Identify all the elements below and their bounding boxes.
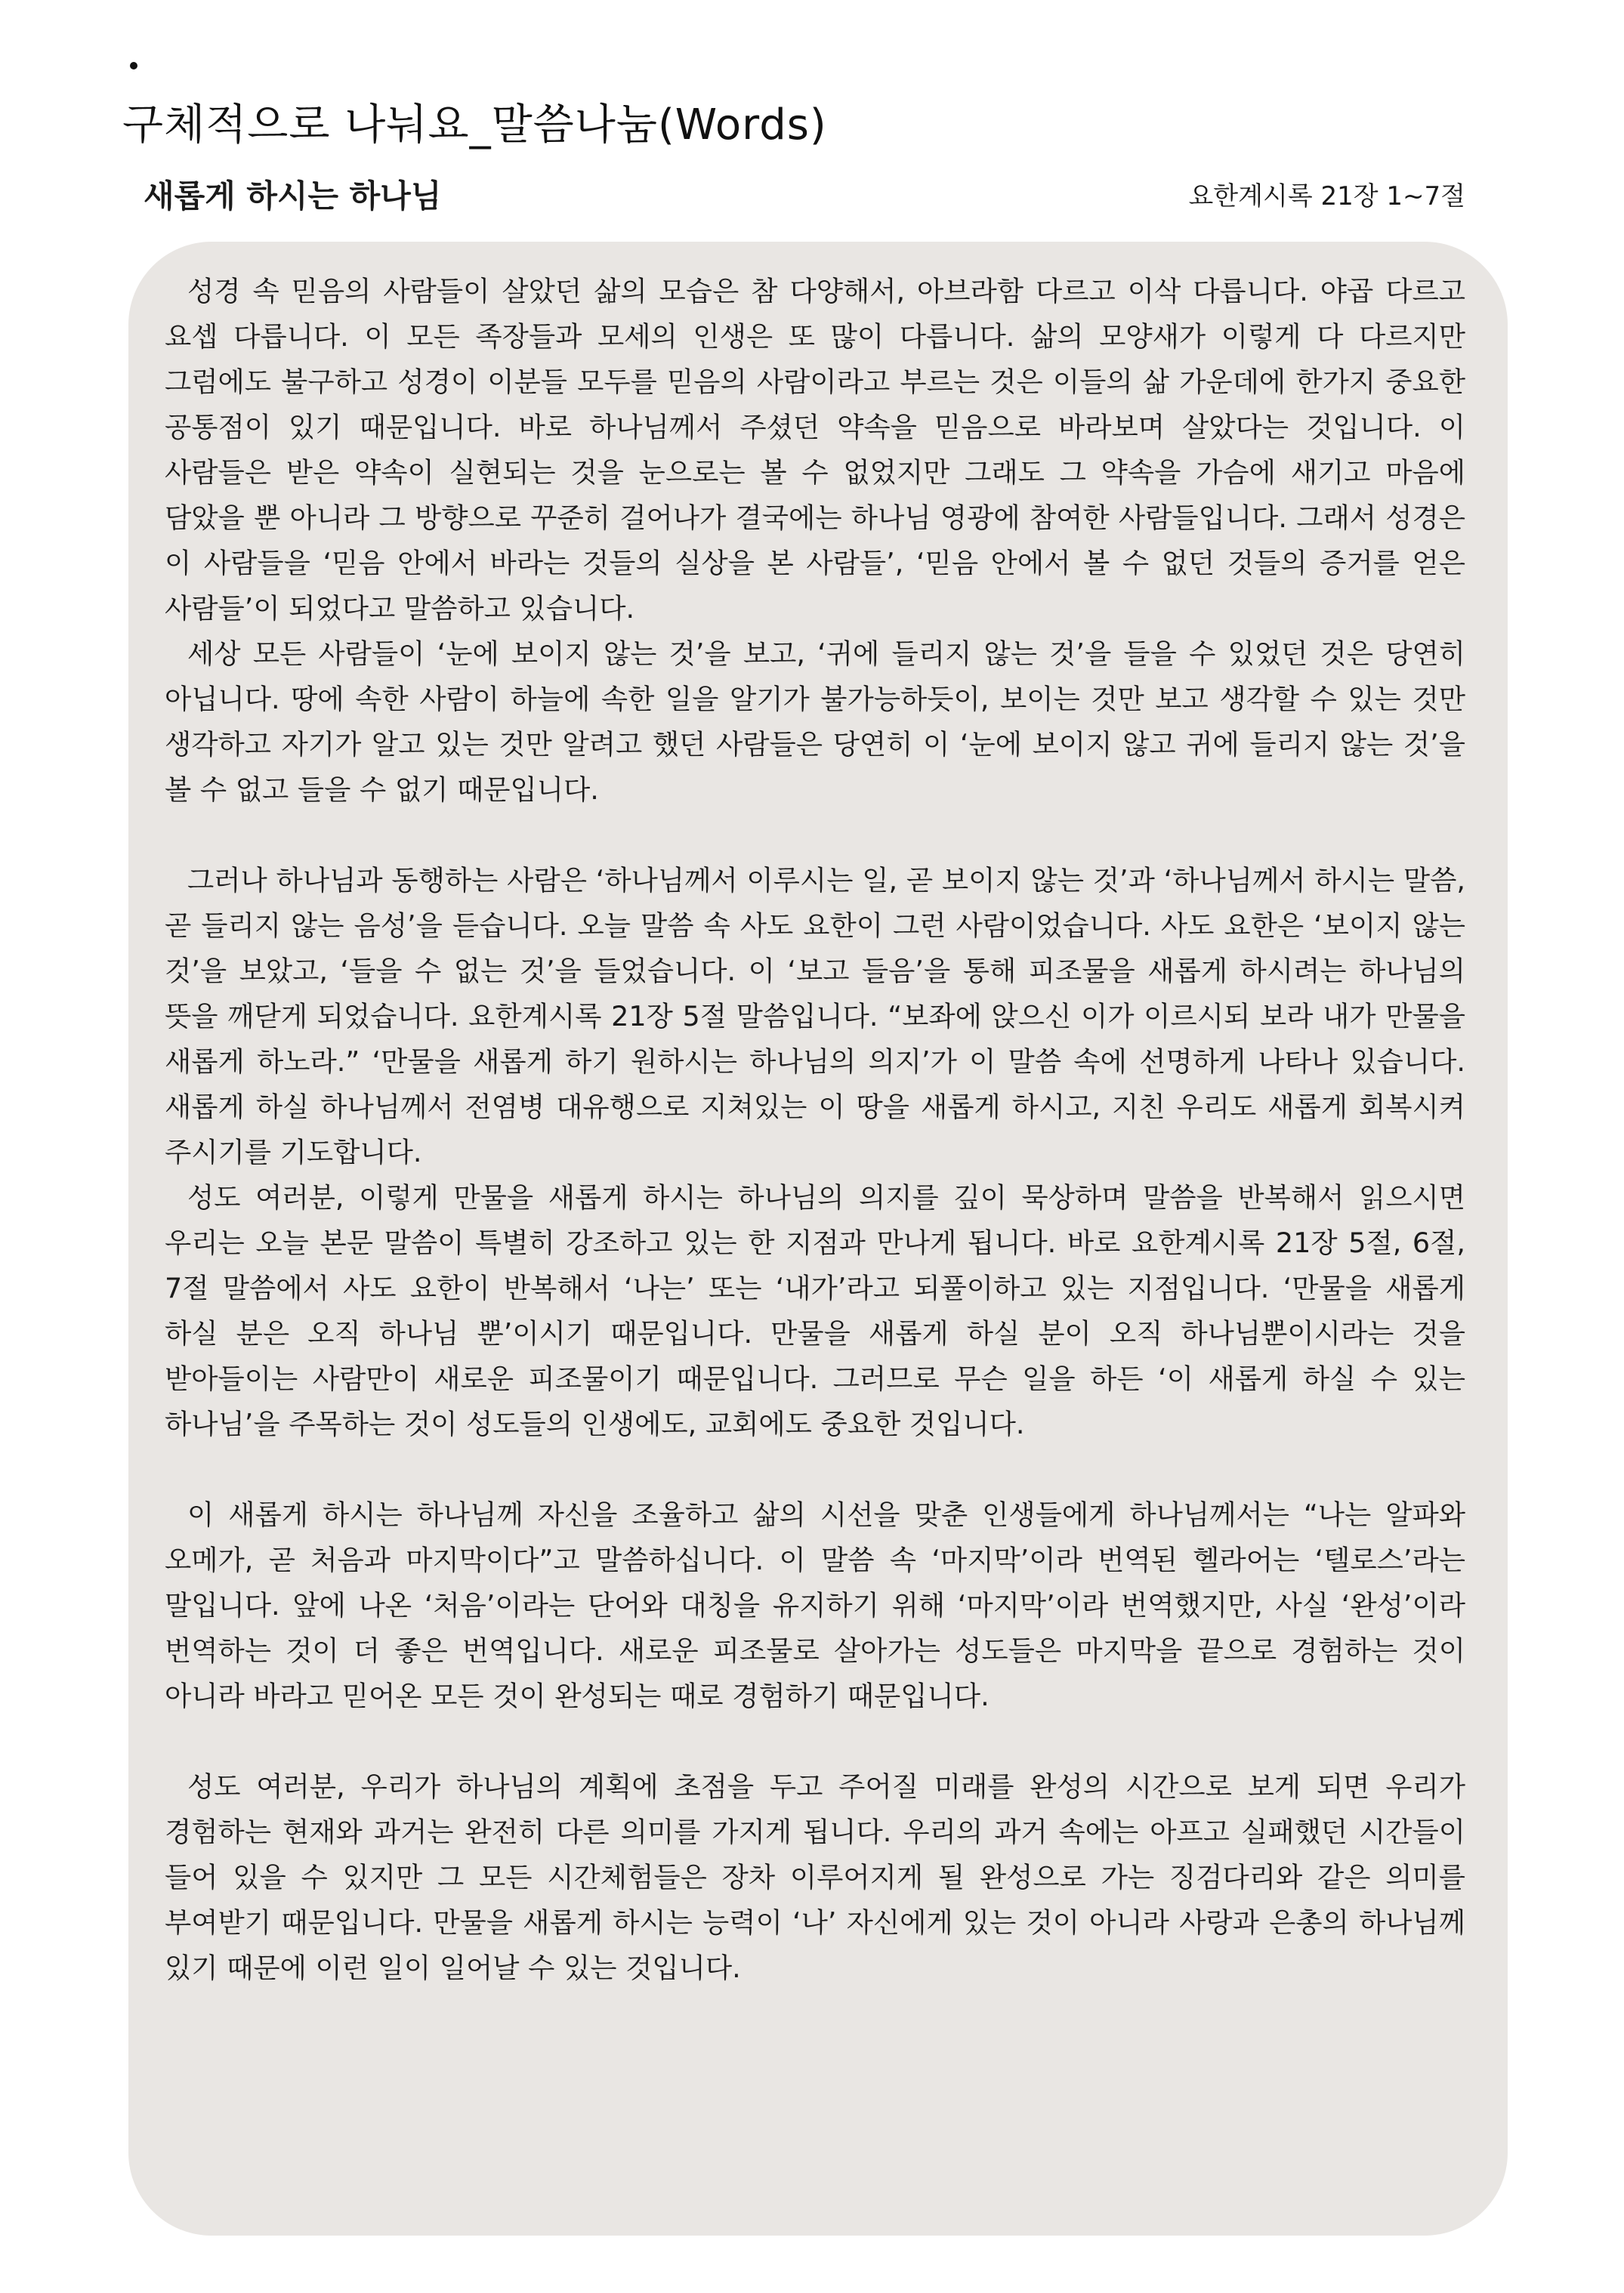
header-dot-mark xyxy=(130,62,137,69)
paragraph-3: 그러나 하나님과 동행하는 사람은 ‘하나님께서 이루시는 일, 곧 보이지 않는 것’과 ‘하나님께서 하시는 말씀, 곧 들리지 않는 음성’을 듣습니다. 오늘 말씀 속 사도 요한이 그런 사람이었습니다. 사도 요한은 ‘보이지 않는 것’을 보았고, ‘들을 수 없는 것’을 들었습니다. 이 ‘보고 들음’을 통해 피조물을 새롭게 하시려는 하나님의 뜻을 깨닫게 되었습니다. 요한계시록 21장 5절 말씀입니다. “보좌에 앉으신 이가 이르시되 보라 내가 만물을 새롭게 하노라.” ‘만물을 새롭게 하기 원하시는 하나님의 의지’가 이 말씀 속에 선명하게 나타나 있습니다. 새롭게 하실 하나님께서 전염병 대유행으로 지쳐있는 이 땅을 새롭게 하시고, 지친 우리도 새롭게 회복시켜 주시기를 기도합니다. xyxy=(165,864,1465,1168)
scripture-reference: 요한계시록 21장 1~7절 xyxy=(1188,181,1465,211)
paragraph-6: 성도 여러분, 우리가 하나님의 계획에 초점을 두고 주어질 미래를 완성의 시간으로 보게 되면 우리가 경험하는 현재와 과거는 완전히 다른 의미를 가지게 됩니다. 우리의 과거 속에는 아프고 실패했던 시간들이 들어 있을 수 있지만 그 모든 시간체험들은 장차 이루어지게 될 완성으로 가는 징검다리와 같은 의미를 부여받기 때문입니다. 만물을 새롭게 하시는 능력이 ‘나’ 자신에게 있는 것이 아니라 사랑과 은총의 하나님께 있기 때문에 이런 일이 일어날 수 있는 것입니다. xyxy=(165,1770,1465,1984)
page-header-title xyxy=(122,97,827,154)
header-title-text: 구체적으로 나눠요_말씀나눔(Words) xyxy=(122,100,827,150)
sermon-title: 새롭게 하시는 하나님 xyxy=(144,177,442,214)
paragraph-4: 성도 여러분, 이렇게 만물을 새롭게 하시는 하나님의 의지를 깊이 묵상하며 말씀을 반복해서 읽으시면 우리는 오늘 본문 말씀이 특별히 강조하고 있는 한 지점과 만나게 됩니다. 바로 요한계시록 21장 5절, 6절, 7절 말씀에서 사도 요한이 반복해서 ‘나는’ 또는 ‘내가’라고 되풀이하고 있는 지점입니다. ‘만물을 새롭게 하실 분은 오직 하나님 뿐’이시기 때문입니다. 만물을 새롭게 하실 분이 오직 하나님뿐이시라는 것을 받아들이는 사람만이 새로운 피조물이기 때문입니다. 그러므로 무슨 일을 하든 ‘이 새롭게 하실 수 있는 하나님’을 주목하는 것이 성도들의 인생에도, 교회에도 중요한 것입니다. xyxy=(165,1181,1465,1440)
paragraph-2: 세상 모든 사람들이 ‘눈에 보이지 않는 것’을 보고, ‘귀에 들리지 않는 것’을 들을 수 있었던 것은 당연히 아닙니다. 땅에 속한 사람이 하늘에 속한 일을 알기가 불가능하듯이, 보이는 것만 보고 생각할 수 있는 것만 생각하고 자기가 알고 있는 것만 알려고 했던 사람들은 당연히 이 ‘눈에 보이지 않고 귀에 들리지 않는 것’을 볼 수 없고 들을 수 없기 때문입니다. xyxy=(165,637,1465,806)
sermon-body-box xyxy=(128,242,1508,2236)
paragraph-5: 이 새롭게 하시는 하나님께 자신을 조율하고 삶의 시선을 맞춘 인생들에게 하나님께서는 “나는 알파와 오메가, 곧 처음과 마지막이다”고 말씀하십니다. 이 말씀 속 ‘마지막’이라 번역된 헬라어는 ‘텔로스’라는 말입니다. 앞에 나온 ‘처음’이라는 단어와 대칭을 유지하기 위해 ‘마지막’이라 번역했지만, 사실 ‘완성’이라 번역하는 것이 더 좋은 번역입니다. 새로운 피조물로 살아가는 성도들은 마지막을 끝으로 경험하는 것이 아니라 바라고 믿어온 모든 것이 완성되는 때로 경험하기 때문입니다. xyxy=(165,1498,1465,1712)
paragraph-1: 성경 속 믿음의 사람들이 살았던 삶의 모습은 참 다양해서, 아브라함 다르고 이삭 다릅니다. 야곱 다르고 요셉 다릅니다. 이 모든 족장들과 모세의 인생은 또 많이 다릅니다. 삶의 모양새가 이렇게 다 다르지만 그럼에도 불구하고 성경이 이분들 모두를 믿음의 사람이라고 부르는 것은 이들의 삶 가운데에 한가지 중요한 공통점이 있기 때문입니다. 바로 하나님께서 주셨던 약속을 믿음으로 바라보며 살았다는 것입니다. 이 사람들은 받은 약속이 실현되는 것을 눈으로는 볼 수 없었지만 그래도 그 약속을 가슴에 새기고 마음에 담았을 뿐 아니라 그 방향으로 꾸준히 걸어나가 결국에는 하나님 영광에 참여한 사람들입니다. 그래서 성경은 이 사람들을 ‘믿음 안에서 바라는 것들의 실상을 본 사람들’, ‘믿음 안에서 볼 수 없던 것들의 증거를 얻은 사람들’이 되었다고 말씀하고 있습니다. xyxy=(165,275,1465,625)
